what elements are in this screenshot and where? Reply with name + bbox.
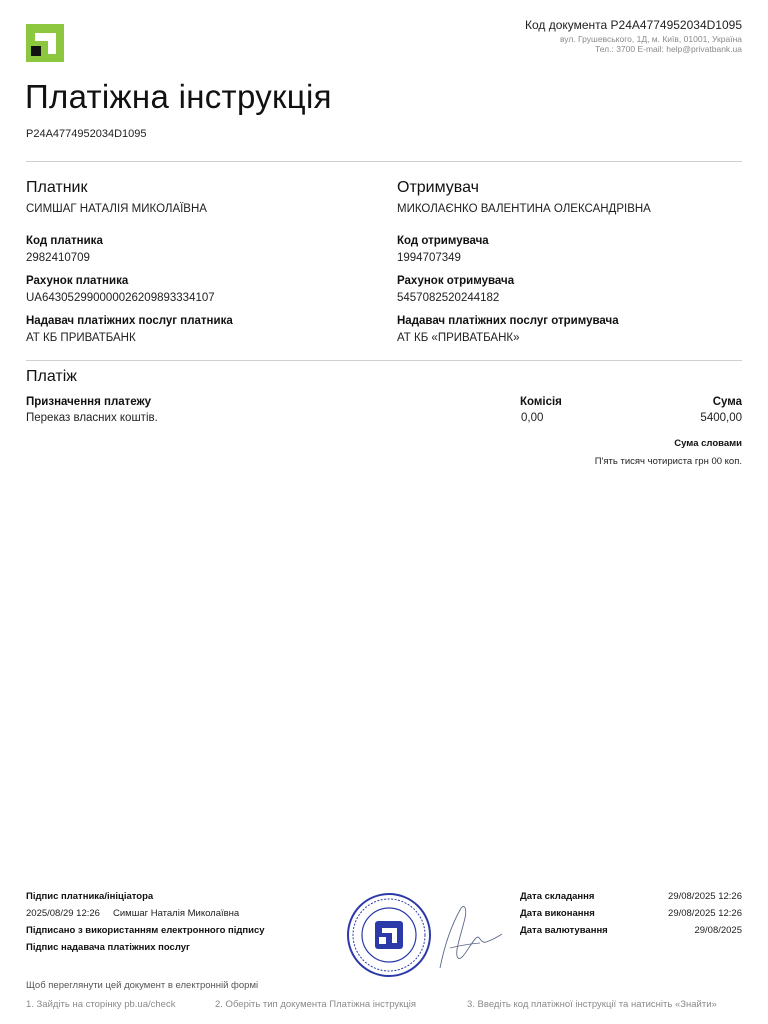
payer-heading: Платник	[26, 179, 88, 196]
payment-purpose-label: Призначення платежу	[26, 396, 152, 408]
date-executed-label: Дата виконання	[520, 908, 595, 919]
payer-account-label: Рахунок платника	[26, 275, 129, 287]
sum-in-words: П'ять тисяч чотириста грн 00 коп.	[594, 456, 742, 467]
payer-code: 2982410709	[26, 252, 90, 264]
payment-fee-label: Комісія	[520, 396, 562, 408]
recipient-code: 1994707349	[397, 252, 461, 264]
payment-purpose: Переказ власних коштів.	[26, 412, 158, 424]
recipient-name: МИКОЛАЄНКО ВАЛЕНТИНА ОЛЕКСАНДРІВНА	[397, 203, 651, 215]
document-code: P24A4774952034D1095	[26, 128, 147, 140]
esign-note: Підписано з використанням електронного підпису	[26, 925, 265, 936]
date-created-label: Дата складання	[520, 891, 595, 902]
date-value-label: Дата валютування	[520, 925, 608, 936]
provider-signature-label: Підпис надавача платіжних послуг	[26, 942, 190, 953]
payer-code-label: Код платника	[26, 235, 103, 247]
recipient-account: 5457082520244182	[397, 292, 500, 304]
signed-at: 2025/08/29 12:26	[26, 908, 100, 919]
payment-sum: 5400,00	[700, 412, 742, 424]
sum-in-words-label: Сума словами	[674, 438, 742, 449]
bank-address: вул. Грушевського, 1Д, м. Київ, 01001, Україна	[559, 34, 742, 44]
payment-sum-label: Сума	[712, 396, 742, 408]
payer-provider: АТ КБ ПРИВАТБАНК	[26, 332, 136, 344]
document-code-header: Код документа P24A4774952034D1095	[524, 18, 742, 32]
footer-step-2: 2. Оберіть тип документа Платіжна інструкція	[215, 999, 416, 1010]
recipient-provider-label: Надавач платіжних послуг отримувача	[397, 315, 619, 327]
payer-account: UA643052990000026209893334107	[26, 292, 215, 304]
recipient-provider: АТ КБ «ПРИВАТБАНК»	[397, 332, 520, 344]
signer-label: Підпис платника/ініціатора	[26, 891, 154, 902]
payment-heading: Платіж	[26, 368, 77, 385]
signer-name: Симшаг Наталія Миколаївна	[113, 908, 240, 919]
date-executed: 29/08/2025 12:26	[668, 908, 742, 919]
payer-provider-label: Надавач платіжних послуг платника	[26, 315, 233, 327]
payment-fee: 0,00	[521, 412, 544, 424]
page-title: Платіжна інструкція	[25, 78, 332, 115]
date-created: 29/08/2025 12:26	[668, 891, 742, 902]
bank-phone-email: Тел.: 3700 E-mail: help@privatbank.ua	[594, 44, 742, 54]
recipient-heading: Отримувач	[397, 179, 479, 196]
footer-step-1: 1. Зайдіть на сторінку pb.ua/check	[26, 999, 176, 1010]
footer-note: Щоб переглянути цей документ в електронній формі	[26, 980, 259, 991]
divider	[26, 360, 742, 361]
divider	[26, 161, 742, 162]
privatbank-logo-icon	[26, 24, 64, 62]
payer-name: СИМШАГ НАТАЛІЯ МИКОЛАЇВНА	[26, 203, 207, 215]
date-value: 29/08/2025	[694, 925, 742, 936]
bank-contacts	[560, 34, 742, 54]
recipient-account-label: Рахунок отримувача	[397, 275, 515, 287]
handwritten-signature-icon	[420, 888, 510, 978]
recipient-code-label: Код отримувача	[397, 235, 489, 247]
footer-step-3: 3. Введіть код платіжної інструкції та натисніть «Знайти»	[467, 999, 717, 1010]
